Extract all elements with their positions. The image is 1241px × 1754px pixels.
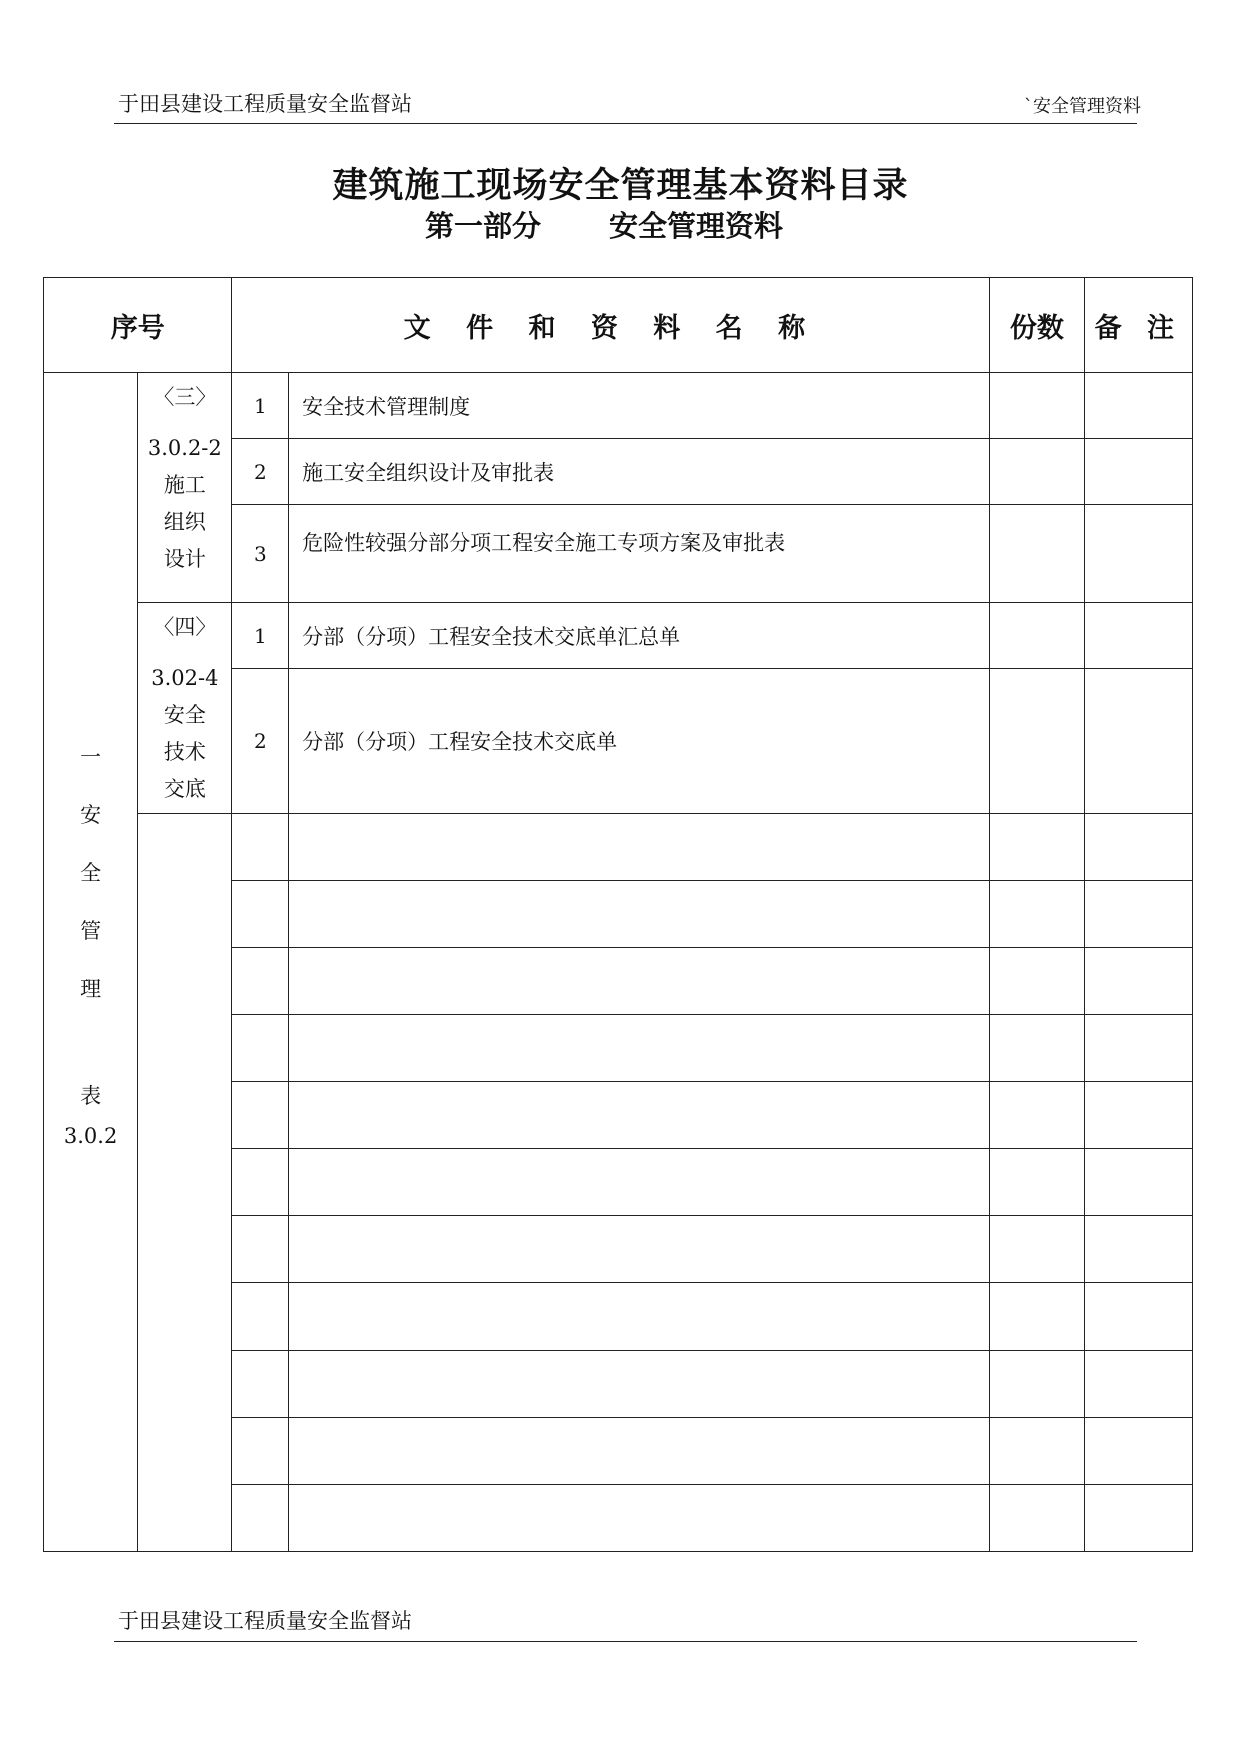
- item-name: [289, 1484, 990, 1551]
- part-label-cell: [44, 373, 138, 1552]
- group-line: 安全: [163, 703, 206, 728]
- item-no: 2: [232, 669, 289, 813]
- group-line: 设计: [163, 547, 206, 571]
- item-no: [232, 813, 289, 880]
- table-row: [44, 373, 1193, 439]
- item-no: [232, 1216, 289, 1283]
- group-line: 施工: [163, 473, 206, 497]
- copies-cell: [990, 1149, 1084, 1216]
- part-number: 一: [80, 745, 102, 769]
- remarks-cell: [1084, 1082, 1192, 1149]
- remarks-cell: [1084, 1484, 1192, 1551]
- group-cell: [138, 813, 232, 1551]
- part-char: 管: [80, 919, 102, 943]
- item-name: 施工安全组织设计及审批表: [289, 439, 990, 505]
- remarks-cell: [1084, 947, 1192, 1014]
- header-rule: [114, 123, 1137, 124]
- remarks-cell: [1084, 439, 1192, 505]
- remarks-cell: [1084, 1149, 1192, 1216]
- item-no: 3: [232, 505, 289, 603]
- item-name: [289, 1015, 990, 1082]
- header-seq: 序号: [44, 278, 232, 373]
- part-char: 理: [80, 977, 102, 1001]
- remarks-cell: [1084, 1350, 1192, 1417]
- remarks-cell: [1084, 505, 1192, 603]
- copies-cell: [990, 373, 1084, 439]
- table-header-row: [44, 278, 1193, 373]
- copies-cell: [990, 813, 1084, 880]
- copies-cell: [990, 669, 1084, 813]
- copies-cell: [990, 1015, 1084, 1082]
- part-char: 安: [80, 803, 102, 827]
- remarks-cell: [1084, 1216, 1192, 1283]
- copies-cell: [990, 1283, 1084, 1350]
- table-row: [44, 813, 1193, 880]
- item-no: 1: [232, 603, 289, 669]
- item-no: [232, 1082, 289, 1149]
- group-line: 技术: [163, 740, 206, 765]
- item-name: [289, 1417, 990, 1484]
- part-char: 全: [80, 861, 102, 885]
- item-name: 分部（分项）工程安全技术交底单: [289, 669, 990, 813]
- item-name: [289, 813, 990, 880]
- item-name: [289, 947, 990, 1014]
- footer-org: 于田县建设工程质量安全监督站: [118, 1609, 412, 1633]
- item-name: 安全技术管理制度: [289, 373, 990, 439]
- document-subtitle: [425, 204, 783, 245]
- header-name: 文 件 和 资 料 名 称: [232, 278, 990, 373]
- copies-cell: [990, 947, 1084, 1014]
- remarks-cell: [1084, 373, 1192, 439]
- remarks-cell: [1084, 880, 1192, 947]
- copies-cell: [990, 505, 1084, 603]
- table-row: [44, 603, 1193, 669]
- copies-cell: [990, 1484, 1084, 1551]
- document-title: 建筑施工现场安全管理基本资料目录: [332, 166, 909, 206]
- remarks-cell: [1084, 1015, 1192, 1082]
- copies-cell: [990, 880, 1084, 947]
- item-no: [232, 947, 289, 1014]
- item-name: 分部（分项）工程安全技术交底单汇总单: [289, 603, 990, 669]
- header-copies: 份数: [990, 278, 1084, 373]
- remarks-cell: [1084, 813, 1192, 880]
- item-name: 危险性较强分部分项工程安全施工专项方案及审批表: [289, 505, 990, 603]
- item-name: [289, 1216, 990, 1283]
- item-name: [289, 1283, 990, 1350]
- item-no: 1: [232, 373, 289, 439]
- group-line: 交底: [163, 777, 206, 802]
- remarks-cell: [1084, 1283, 1192, 1350]
- group-line: 3.02-4: [151, 666, 219, 691]
- item-no: [232, 1283, 289, 1350]
- group-cell: [138, 603, 232, 813]
- group-cell: [138, 373, 232, 603]
- remarks-cell: [1084, 669, 1192, 813]
- item-no: [232, 1350, 289, 1417]
- copies-cell: [990, 603, 1084, 669]
- copies-cell: [990, 1417, 1084, 1484]
- group-line: 3.0.2-2: [147, 436, 222, 460]
- remarks-cell: [1084, 1417, 1192, 1484]
- item-no: [232, 1417, 289, 1484]
- item-no: [232, 1015, 289, 1082]
- header-remarks: 备 注: [1084, 278, 1192, 373]
- group-line: 组织: [163, 510, 206, 534]
- copies-cell: [990, 439, 1084, 505]
- subtitle-part: 第一部分: [425, 209, 542, 243]
- group-line: 〈四〉: [153, 615, 217, 640]
- item-name: [289, 1082, 990, 1149]
- item-no: [232, 880, 289, 947]
- toc-table: [43, 277, 1193, 1552]
- subtitle-name: 安全管理资料: [609, 209, 784, 243]
- header-org: 于田县建设工程质量安全监督站: [118, 92, 412, 116]
- remarks-cell: [1084, 603, 1192, 669]
- item-no: 2: [232, 439, 289, 505]
- copies-cell: [990, 1216, 1084, 1283]
- group-line: 〈三〉: [153, 385, 217, 409]
- part-table-code: 3.0.2: [63, 1124, 118, 1148]
- copies-cell: [990, 1350, 1084, 1417]
- item-no: [232, 1484, 289, 1551]
- copies-cell: [990, 1082, 1084, 1149]
- header-section: `安全管理资料: [1024, 96, 1141, 117]
- item-no: [232, 1149, 289, 1216]
- item-name: [289, 1350, 990, 1417]
- item-name: [289, 1149, 990, 1216]
- part-table-word: 表: [80, 1084, 102, 1108]
- footer-rule: [114, 1641, 1137, 1642]
- item-name: [289, 880, 990, 947]
